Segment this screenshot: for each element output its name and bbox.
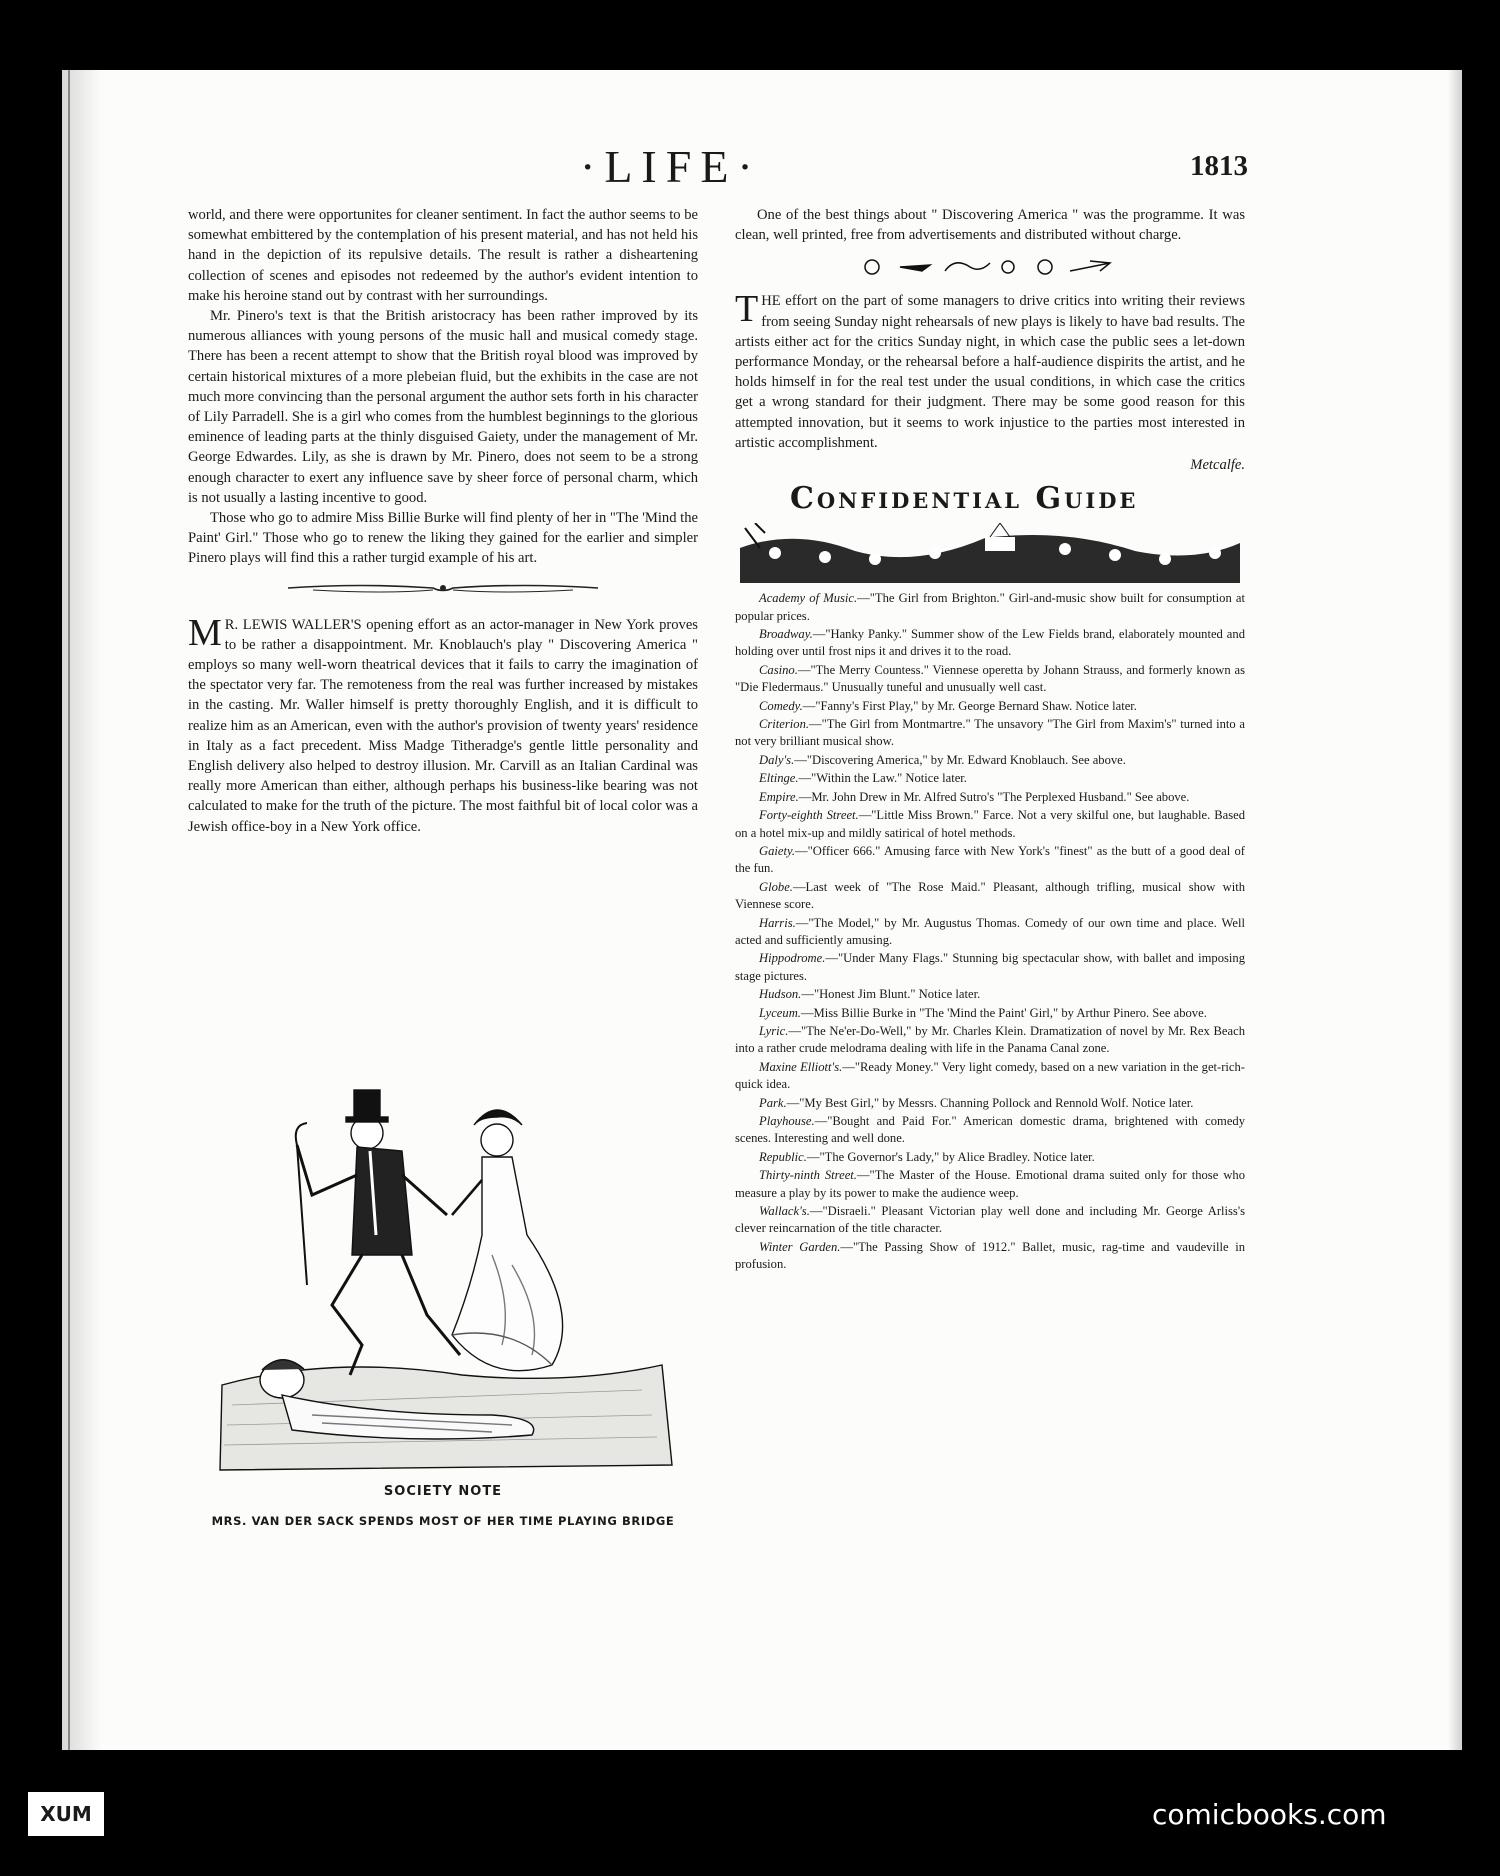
flourish-icon <box>283 581 603 595</box>
entry-text: —"Little Miss Brown." Farce. Not a very skilful one, but laughable. Based on a hotel mix-up and mildly satirical of hotel methods. <box>735 808 1245 840</box>
guide-entry <box>735 807 1245 842</box>
programme-paragraph: One of the best things about " Discovering America " was the programme. It was clean, well printed, free from advertisements and distributed without charge. <box>735 207 1245 244</box>
drop-cap: T <box>735 288 759 331</box>
entry-text: —Mr. John Drew in Mr. Alfred Sutro's "The Perplexed Husband." See above. <box>798 789 1190 804</box>
entry-text: —"The Girl from Brighton." Girl-and-music show built for consumption at popular prices. <box>735 591 1245 623</box>
paragraph: Mr. Pinero's text is that the British aristocracy has been rather improved by its numerous alliances with young persons of the music hall and musical comedy stage. There has been a recent attempt to show that the British royal blood was improved by certain historical mixtures of a more plebeian fluid, but the exhibits in the case are not much more convincing than the personal argument the author sets forth in his character of Lily Parradell. She is a girl who comes from the humblest beginnings to the glorious eminence of leading parts at the thinly disguised Gaiety, under the management of Mr. George Edwardes. Lily, as she is drawn by Mr. Pinero, does not seem to be a strong enough character to exert any influence save by sheer force of personal charm, which is not usually a lasting incentive to good. <box>188 308 698 506</box>
gutter-line <box>68 70 70 1750</box>
page-number: 1813 <box>1190 150 1248 182</box>
guide-entry <box>735 950 1245 985</box>
guide-entry <box>735 1095 1245 1112</box>
guide-entry <box>735 986 1245 1003</box>
venue-name: Comedy. <box>759 698 803 713</box>
venue-name: Thirty-ninth Street. <box>759 1168 857 1183</box>
guide-entry <box>735 789 1245 806</box>
guide-entry <box>735 1167 1245 1202</box>
guide-entry <box>735 770 1245 787</box>
drop-cap: M <box>188 611 222 654</box>
paragraph: Those who go to admire Miss Billie Burke will find plenty of her in "The 'Mind the Paint' Girl." Those who go to renew the liking they gained for the earlier and simpler Pinero plays will find this a rather turgid example of his art. <box>188 510 698 567</box>
left-column <box>188 205 698 837</box>
entry-text: —"The Passing Show of 1912." Ballet, music, rag-time and vaudeville in profusion. <box>735 1239 1245 1272</box>
venue-name: Casino. <box>759 662 798 677</box>
venue-name: Wallack's. <box>759 1204 810 1219</box>
guide-header <box>735 481 1245 584</box>
guide-entry <box>735 1023 1245 1058</box>
venue-name: Globe. <box>759 879 793 894</box>
venue-name: Park. <box>759 1095 787 1110</box>
guide-entry <box>735 1113 1245 1148</box>
guide-entry <box>735 915 1245 950</box>
entry-text: —"The Merry Countess." Viennese operetta by Johann Strauss, and formerly known as "Die Fledermaus." Unusually tuneful and unusually well cast. <box>735 662 1245 695</box>
cartoon-drawing <box>212 1085 680 1472</box>
entry-text: —"Discovering America," by Mr. Edward Knoblauch. See above. <box>794 752 1126 767</box>
guide-entry <box>735 716 1245 751</box>
guide-entry <box>735 698 1245 715</box>
guide-list <box>735 590 1245 1273</box>
cartoon-illustration <box>212 1085 680 1472</box>
page-edge-shadow <box>1448 70 1462 1750</box>
entry-text: —"Under Many Flags." Stunning big spectacular show, with ballet and imposing stage pictures. <box>735 951 1245 983</box>
guide-entry <box>735 590 1245 625</box>
venue-name: Academy of Music. <box>759 591 858 606</box>
waller-review-text: R. LEWIS WALLER'S opening effort as an actor-manager in New York proves to be rather a disappointment. Mr. Knoblauch's play " Discovering America " employs so many well-worn theatrical devices that it fails to carry the imagination of the spectator very far. The remoteness from the real was further increased by mistakes in the casting. Mr. Waller himself is pretty thoroughly English, and it is difficult to realize him as an American, even with the author's provision of twenty years' residence in Italy as a fact precedent. Miss Madge Titheradge's gentle little personality and English delivery also helped to destroy illusion. Mr. Carvill as an Italian Cardinal was really more American than either, although perhaps his business-like bearing was not calculated to make for the truth of the picture. The most faithful bit of local color was a Jewish office-boy in a New York office. <box>188 616 698 835</box>
guide-title: Confidential Guide <box>790 481 1139 517</box>
venue-name: Hudson. <box>759 987 802 1002</box>
guide-entry <box>735 843 1245 878</box>
venue-name: Playhouse. <box>759 1114 815 1129</box>
guide-entry <box>735 626 1245 661</box>
right-column <box>735 205 1245 1275</box>
entry-text: —"The Girl from Montmartre." The unsavory "The Girl from Maxim's" turned into a not very brilliant musical show. <box>735 717 1245 749</box>
entry-text: —Last week of "The Rose Maid." Pleasant, although trifling, musical show with Viennese score. <box>735 879 1245 912</box>
venue-name: Forty-eighth Street. <box>759 808 859 823</box>
entry-text: —"Ready Money." Very light comedy, based on a new variation in the get-rich-quick idea. <box>735 1059 1245 1092</box>
venue-name: Daly's. <box>759 752 795 767</box>
guide-entry <box>735 1203 1245 1238</box>
guide-entry <box>735 662 1245 697</box>
guide-entry <box>735 752 1245 769</box>
venue-name: Lyric. <box>759 1023 789 1038</box>
entry-text: —"Honest Jim Blunt." Notice later. <box>801 987 981 1002</box>
entry-text: —"The Governor's Lady," by Alice Bradley. Notice later. <box>806 1149 1095 1164</box>
ornamental-divider <box>735 257 1245 271</box>
venue-name: Criterion. <box>759 717 810 732</box>
critics-text: HE effort on the part of some managers to drive critics into writing their reviews from seeing Sunday night rehearsals of new plays is likely to have bad results. The artists either act for the critics Sunday night, in which case the public sees a let-down performance Monday, or the rehearsal before a half-audience dispirits the artist, and he holds himself in for the real test under the usual conditions, in which case the critics get a wrong standard for their judgment. There may be some good reason for this attempted innovation, but it seems to work injustice to the parties most interested in artistic accomplishment. <box>735 293 1245 451</box>
ornament-icons <box>860 257 1120 277</box>
venue-name: Winter Garden. <box>759 1239 841 1254</box>
venue-name: Republic. <box>759 1149 807 1164</box>
paragraph: world, and there were opportunites for cleaner sentiment. In fact the author seems to be somewhat embittered by the contemplation of his present material, and has not held his hand in the depiction of its repulsive details. The result is rather a disheartening collection of scenes and episodes not redeemed by the author's evident intention to make his heroine stand out by contrast with her surroundings. <box>188 207 698 304</box>
entry-text: —"My Best Girl," by Messrs. Channing Pollock and Rennold Wolf. Notice later. <box>786 1095 1194 1110</box>
magazine-title: ·LIFE· <box>580 141 762 192</box>
entry-text: —"The Ne'er-Do-Well," by Mr. Charles Klein. Dramatization of novel by Mr. Rex Beach into a rather crude melodrama dealing with life in the Panama Canal zone. <box>735 1023 1245 1056</box>
venue-name: Lyceum. <box>759 1005 801 1020</box>
venue-name: Broadway. <box>759 627 813 642</box>
entry-text: —"The Model," by Mr. Augustus Thomas. Comedy of our own time and place. Well acted and sufficiently amusing. <box>735 915 1245 947</box>
guide-entry <box>735 1059 1245 1094</box>
entry-text: —Miss Billie Burke in "The 'Mind the Paint' Girl," by Arthur Pinero. See above. <box>800 1005 1207 1020</box>
audience-banner-icon <box>735 523 1245 583</box>
ornamental-rule <box>188 581 698 595</box>
venue-name: Empire. <box>759 789 799 804</box>
guide-entry <box>735 879 1245 914</box>
entry-text: —"Fanny's First Play," by Mr. George Bernard Shaw. Notice later. <box>802 698 1137 713</box>
guide-entry <box>735 1005 1245 1022</box>
caption-title: SOCIETY NOTE <box>383 1484 503 1499</box>
waller-review <box>188 611 698 837</box>
critics-paragraph <box>735 288 1245 453</box>
entry-text: —"Within the Law." Notice later. <box>798 771 967 786</box>
venue-name: Harris. <box>759 915 796 930</box>
guide-entry <box>735 1239 1245 1274</box>
caption-text: MRS. VAN DER SACK SPENDS MOST OF HER TIME PLAYING BRIDGE <box>211 1514 675 1528</box>
entry-text: —"The Master of the House. Emotional drama suited only for those who measure a play by its power to make the audience weep. <box>735 1168 1246 1200</box>
venue-name: Gaiety. <box>759 843 796 858</box>
guide-entry <box>735 1149 1245 1166</box>
author-signature: Metcalfe. <box>1190 457 1245 474</box>
entry-text: —"Bought and Paid For." American domestic drama, brightened with comedy scenes. Interesting and well done. <box>735 1114 1245 1146</box>
venue-name: Hippodrome. <box>759 951 826 966</box>
venue-name: Maxine Elliott's. <box>759 1059 843 1074</box>
scan-tag: XUM <box>28 1792 104 1836</box>
entry-text: —"Hanky Panky." Summer show of the Lew Fields brand, elaborately mounted and holding over until frost nips it and drives it to the road. <box>735 627 1245 659</box>
watermark: comicbooks.com <box>1152 1798 1387 1831</box>
venue-name: Eltinge. <box>759 771 799 786</box>
entry-text: —"Disraeli." Pleasant Victorian play well done and including Mr. George Arliss's clever reincarnation of the title character. <box>735 1204 1245 1236</box>
entry-text: —"Officer 666." Amusing farce with New York's "finest" as the butt of a good deal of the fun. <box>735 843 1245 876</box>
